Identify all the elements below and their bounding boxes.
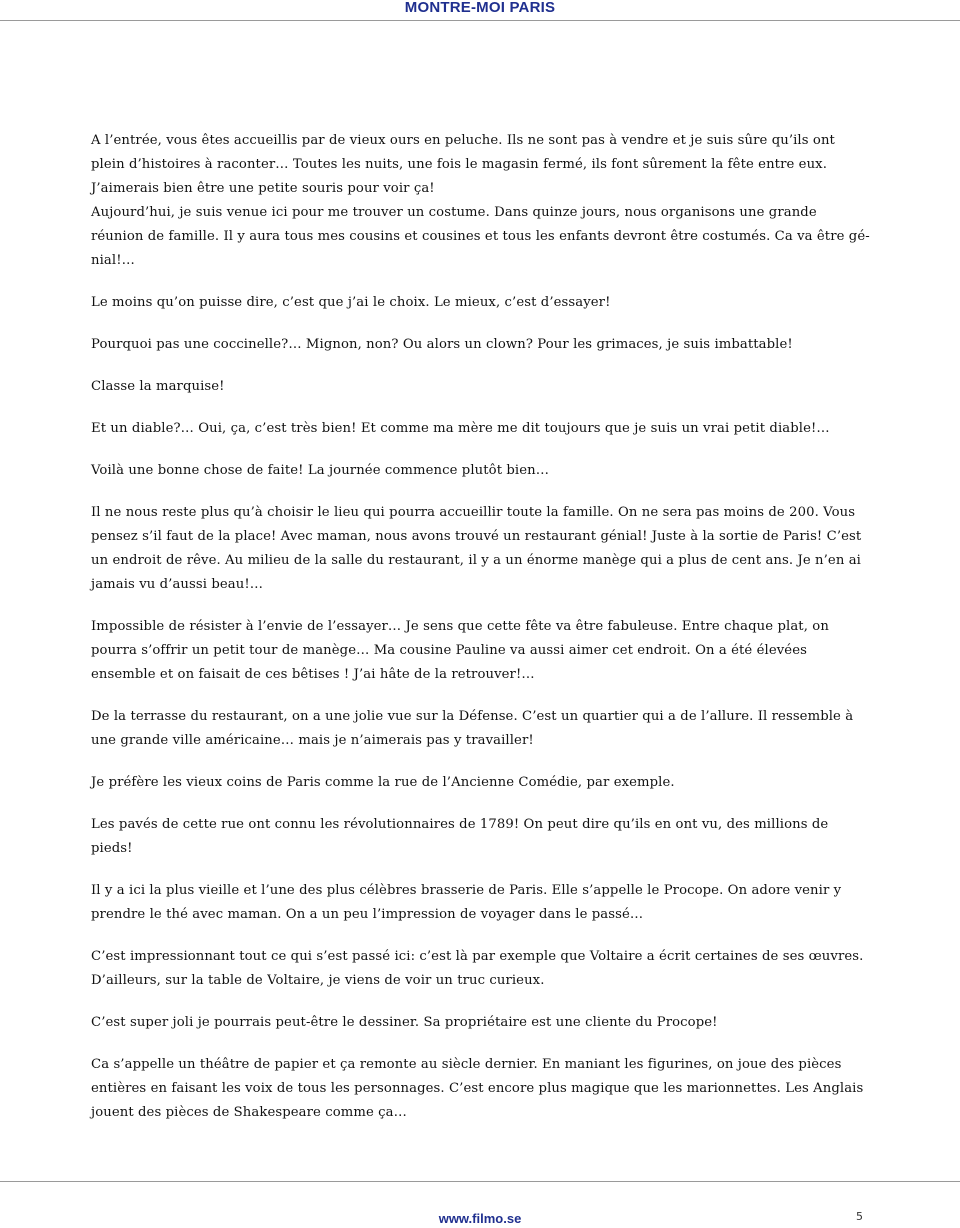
paragraph-marquise: Classe la marquise! <box>91 379 225 394</box>
paragraph-vieux-coins: Je préfère les vieux coins de Paris comme la rue de l’Ancienne Comédie, par exemple. <box>91 775 675 790</box>
document-header-title: MONTRE-MOI PARIS <box>404 0 556 16</box>
paragraph-diable: Et un diable?… Oui, ça, c’est très bien! Et comme ma mère me dit toujours que je suis un vrai petit diable!… <box>91 421 830 436</box>
paragraph-voltaire: C’est impressionnant tout ce qui s’est passé ici: c’est là par exemple que Voltaire a écrit certaines de ses œuvres. D’ailleurs, sur la table de Voltaire, je viens de voir un truc curieux. <box>91 949 864 988</box>
paragraph-defense: De la terrasse du restaurant, on a une jolie vue sur la Défense. C’est un quartier qui a de l’allure. Il ressemble à une grande ville américaine… mais je n’aimerais pas y travailler! <box>91 709 854 748</box>
paragraph-costume: Aujourd’hui, je suis venue ici pour me trouver un costume. Dans quinze jours, nous organisons une grande réunion de famille. Il y aura tous mes cousins et cousines et tous les enfants devront être costumés. Ca va être gé-nial!… <box>91 205 870 268</box>
paragraph-paves: Les pavés de cette rue ont connu les révolutionnaires de 1789! On peut dire qu’ils en ont vu, des millions de pieds! <box>91 817 829 856</box>
paragraph-manege: Impossible de résister à l’envie de l’essayer… Je sens que cette fête va être fabuleuse. Entre chaque plat, on pourra s’offrir un petit tour de manège… Ma cousine Pauline va aussi aimer cet endroit. On a été élevées ensemble et on faisait de ces bêtises ! J’ai hâte de la retrouver!… <box>91 619 829 682</box>
paragraph-theatre: Ca s’appelle un théâtre de papier et ça remonte au siècle dernier. En maniant les figurines, on joue des pièces entières en faisant les voix de tous les personnages. C’est encore plus magique que les marionnettes. Les Anglais jouent des pièces de Shakespeare comme ça… <box>91 1057 864 1120</box>
paragraph-coccinelle: Pourquoi pas une coccinelle?… Mignon, non? Ou alors un clown? Pour les grimaces, je suis imbattable! <box>91 337 793 352</box>
paragraph-procope: Il y a ici la plus vieille et l’une des plus célèbres brasserie de Paris. Elle s’appelle le Procope. On adore venir y prendre le thé avec maman. On a un peu l’impression de voyager dans le passé… <box>91 883 842 922</box>
page-number: 5 <box>856 1210 863 1223</box>
paragraph-dessiner: C’est super joli je pourrais peut-être le dessiner. Sa propriétaire est une cliente du Procope! <box>91 1015 718 1030</box>
paragraph-restaurant: Il ne nous reste plus qu’à choisir le lieu qui pourra accueillir toute la famille. On ne sera pas moins de 200. Vous pensez s’il faut de la place! Avec maman, nous avons trouvé un restaurant génial! Juste à la sortie de Paris! C’est un endroit de rêve. Au milieu de la salle du restaurant, il y a un énorme manège qui a plus de cent ans. Je n’en ai jamais vu d’aussi beau!… <box>91 505 862 592</box>
paragraph-journee: Voilà une bonne chose de faite! La journée commence plutôt bien… <box>91 463 550 478</box>
header-divider <box>0 20 960 21</box>
document-body <box>91 129 871 1143</box>
footer-divider <box>0 1181 960 1182</box>
paragraph-choix: Le moins qu’on puisse dire, c’est que j’ai le choix. Le mieux, c’est d’essayer! <box>91 295 611 310</box>
footer-website-link[interactable]: www.filmo.se <box>438 1211 522 1226</box>
paragraph-entree: A l’entrée, vous êtes accueillis par de vieux ours en peluche. Ils ne sont pas à vendre et je suis sûre qu’ils ont plein d’histoires à raconter… Toutes les nuits, une fois le magasin fermé, ils font sûrement la fête entre eux. J’aimerais bien être une petite souris pour voir ça! <box>91 133 835 196</box>
